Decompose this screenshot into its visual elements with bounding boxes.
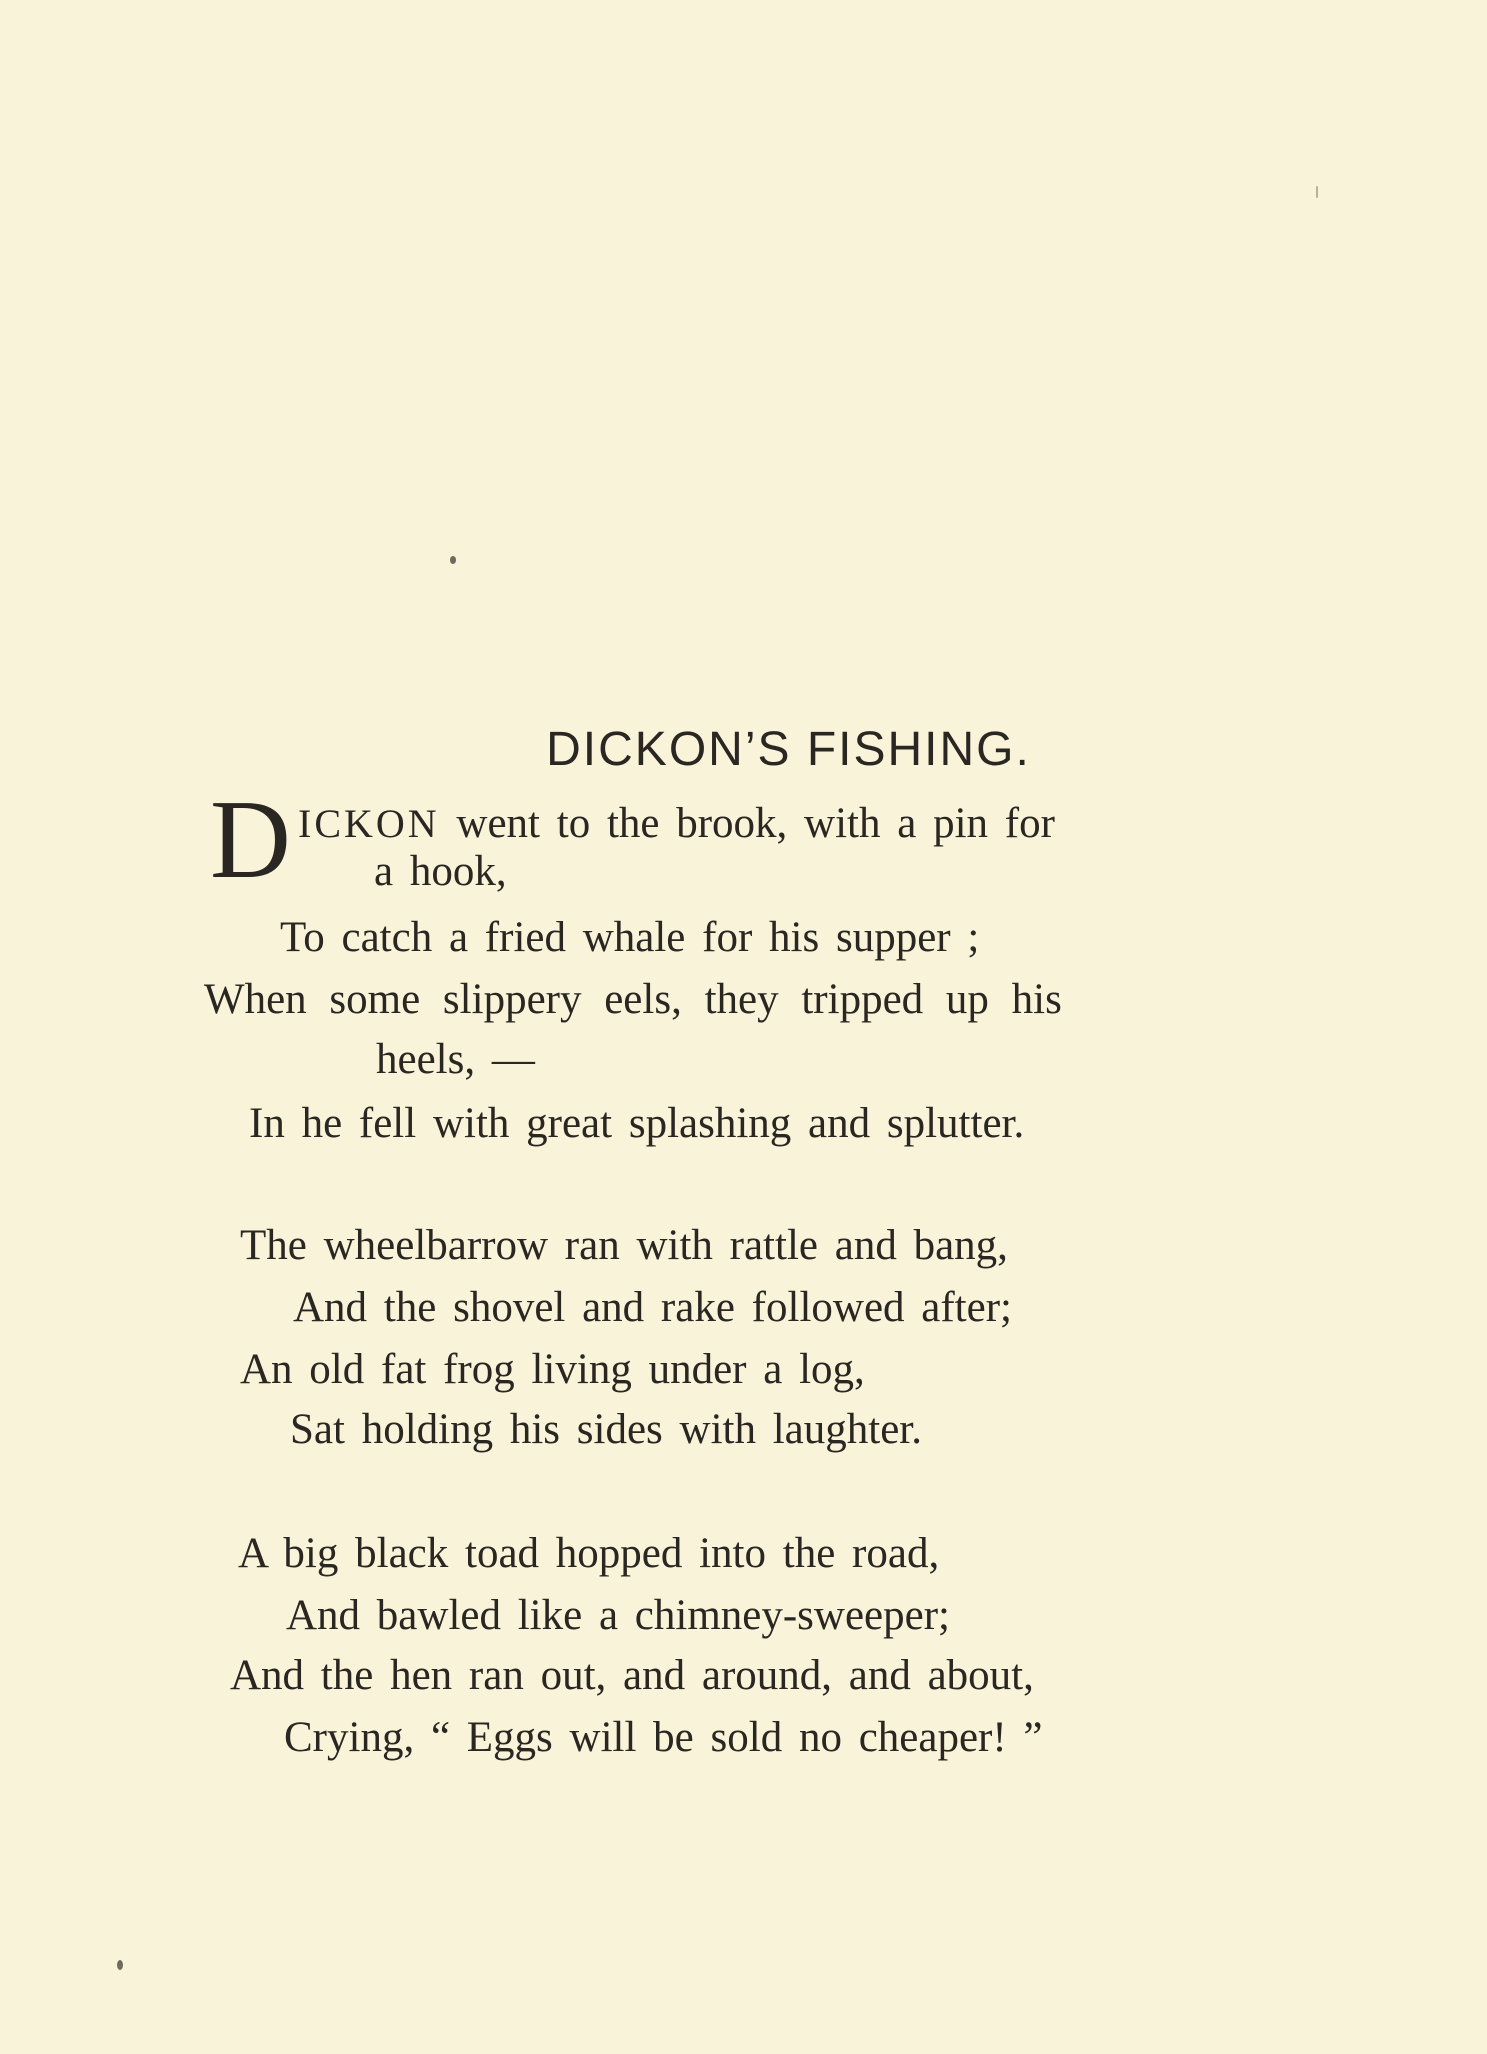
poem-line: To catch a fried whale for his supper ; xyxy=(280,914,980,961)
poem-line: An old fat frog living under a log, xyxy=(240,1346,865,1393)
print-speck xyxy=(117,1960,123,1970)
first-word-rest: ICKON xyxy=(298,801,440,846)
poem-line: And bawled like a chimney-sweeper; xyxy=(286,1592,950,1639)
poem-line: The wheelbarrow ran with rattle and bang, xyxy=(240,1222,1008,1269)
poem-line: heels, — xyxy=(376,1036,535,1083)
poem-line: Sat holding his sides with laughter. xyxy=(290,1406,922,1453)
poem-line: And the shovel and rake followed after; xyxy=(293,1284,1012,1331)
poem-line: a hook, xyxy=(374,848,507,895)
print-speck xyxy=(1316,186,1318,198)
poem-line: Crying, “ Eggs will be sold no cheaper! ” xyxy=(284,1714,1043,1761)
poem-line: And the hen ran out, and around, and about, xyxy=(230,1652,1034,1699)
poem-line: When some slippery eels, they tripped up his xyxy=(204,976,1062,1023)
first-line-rest: went to the brook, with a pin for xyxy=(456,800,1055,847)
poem-title: DICKON’S FISHING. xyxy=(546,723,1031,777)
print-speck xyxy=(450,556,456,564)
poem-line: A big black toad hopped into the road, xyxy=(238,1530,940,1577)
drop-cap: D xyxy=(210,778,291,902)
poem-line: In he fell with great splashing and splutter. xyxy=(249,1100,1025,1147)
